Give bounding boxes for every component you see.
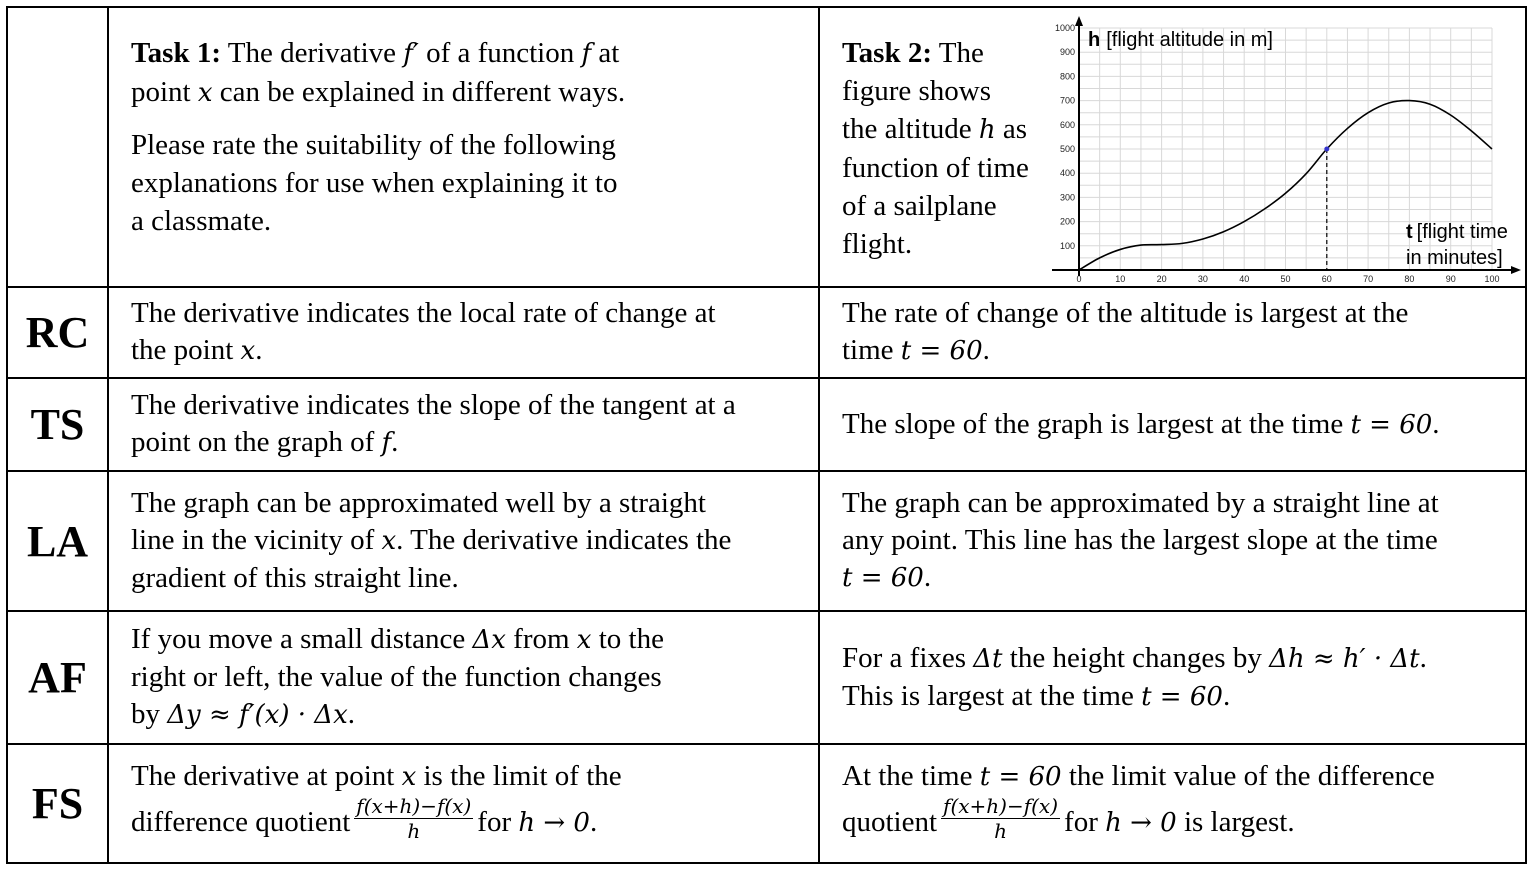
den: h: [994, 819, 1007, 843]
text: the altitude: [842, 113, 972, 145]
fs-task1-text: [109, 745, 818, 862]
text: is largest.: [1183, 806, 1295, 839]
x-axis-label-text: [flight time: [1416, 221, 1508, 243]
altitude-chart: [1042, 14, 1522, 284]
text: of a function: [426, 37, 575, 69]
text: The derivative indicates the local rate of change at: [131, 297, 716, 329]
y-axis-label-symbol: h: [1088, 29, 1101, 51]
text: at: [598, 37, 620, 69]
row-label-af: AF: [28, 653, 87, 702]
x-tick-label: 60: [1321, 274, 1332, 284]
row-label-la: LA: [26, 516, 89, 566]
y-tick-label: 600: [1059, 119, 1075, 130]
x-tick-label: 90: [1445, 274, 1456, 284]
fs-task2-text: [820, 745, 1525, 862]
text: difference quotient: [131, 806, 351, 839]
math: t = 60: [1350, 409, 1433, 440]
text: The rate of change of the altitude is largest at the: [842, 297, 1409, 329]
math: x: [240, 336, 256, 366]
y-tick-label: 100: [1059, 240, 1075, 251]
text: .: [923, 561, 932, 593]
text: The slope of the graph is largest at the time: [842, 407, 1344, 440]
y-axis-label-text: [flight altitude in m]: [1106, 29, 1273, 51]
text: .: [982, 334, 990, 366]
text: .: [1419, 641, 1427, 674]
text: for: [477, 806, 512, 839]
text: the height changes by: [1009, 641, 1262, 674]
text: figure shows: [842, 75, 992, 107]
math: t = 60: [842, 563, 924, 593]
task1-cell: [109, 34, 809, 284]
math: Δt: [973, 643, 1003, 674]
text: gradient of this straight line.: [131, 562, 459, 594]
y-tick-label: 200: [1059, 216, 1075, 227]
af-task2-text: [820, 612, 1525, 743]
text: The: [938, 37, 984, 69]
ts-task1-text: [109, 379, 818, 470]
text: for: [1064, 806, 1098, 839]
text: The derivative indicates the slope of the tangent at a: [131, 389, 736, 421]
text: .: [1222, 679, 1231, 712]
y-tick-label: 1000: [1054, 23, 1075, 33]
x-tick-label: 80: [1404, 274, 1415, 284]
task2-title: Task 2:: [842, 37, 933, 69]
task1-intro: [131, 34, 809, 112]
x-tick-label: 30: [1197, 274, 1208, 284]
text: The derivative: [227, 37, 397, 69]
x-axis-arrow: [1511, 266, 1521, 274]
y-tick-label: 800: [1059, 71, 1075, 82]
math: t = 60: [900, 336, 983, 366]
text: the limit value of the difference: [1068, 760, 1435, 792]
y-tick-label: 500: [1059, 144, 1075, 154]
math: x: [197, 78, 213, 108]
marked-point: [1324, 147, 1329, 152]
text: Please rate the suitability of the following: [131, 129, 616, 161]
text: to the: [598, 623, 664, 655]
text: as: [1002, 113, 1028, 145]
math: t = 60: [979, 762, 1062, 792]
text: . The derivative indicates the: [396, 524, 732, 556]
text: of a sailplane: [842, 190, 997, 222]
af-task1-text: [109, 612, 818, 743]
text: a classmate.: [131, 205, 272, 237]
text: any point. This line has the largest slope at the time: [842, 524, 1438, 556]
math: f′: [403, 39, 419, 69]
ts-task2-text: [820, 379, 1525, 470]
x-tick-label: 10: [1115, 274, 1126, 284]
x-tick-label: 50: [1280, 274, 1291, 284]
den: h: [407, 819, 421, 843]
math: x: [381, 526, 397, 556]
y-tick-label: 700: [1059, 95, 1075, 106]
text: point on the graph of: [131, 426, 375, 458]
num: f(x+h)−f(x): [943, 794, 1059, 818]
text: from: [513, 623, 570, 655]
task1-title: Task 1:: [131, 37, 222, 69]
explanations-table: [6, 6, 1527, 864]
text: point: [131, 76, 191, 108]
num: f(x+h)−f(x): [356, 794, 472, 818]
text: right or left, the value of the function changes: [131, 661, 662, 693]
math: f: [581, 39, 592, 69]
task2-cell: [820, 34, 1040, 284]
x-tick-label: 70: [1363, 274, 1374, 284]
text: This is largest at the time: [842, 679, 1134, 712]
y-tick-label: 300: [1059, 192, 1075, 203]
text: line in the vicinity of: [131, 524, 375, 556]
text: by: [131, 698, 160, 730]
y-axis-arrow: [1075, 16, 1083, 26]
text: .: [255, 334, 263, 366]
y-axis-label: [1088, 29, 1273, 51]
text: flight.: [842, 228, 913, 260]
text: The graph can be approximated well by a straight: [131, 487, 706, 519]
math: Δy ≈ f′(x) · Δx: [167, 700, 348, 730]
text: If you move a small distance: [131, 623, 466, 655]
x-tick-label: 0: [1076, 274, 1082, 284]
math: h: [978, 115, 996, 145]
text: The derivative at point: [131, 760, 395, 792]
text: time: [842, 334, 894, 366]
la-task1-text: [109, 472, 818, 610]
text: At the time: [842, 760, 973, 792]
rc-task1-text: [109, 288, 818, 377]
math: f: [381, 428, 392, 458]
math: x: [401, 762, 417, 792]
x-tick-label: 40: [1239, 274, 1250, 284]
text: function of time: [842, 152, 1029, 184]
math: Δx: [472, 625, 506, 655]
text: The graph can be approximated by a straight line at: [842, 487, 1439, 519]
rc-task2-text: [820, 288, 1525, 377]
x-tick-label: 100: [1484, 274, 1500, 284]
text: .: [391, 426, 399, 458]
difference-quotient-fraction: [354, 794, 473, 843]
x-axis-label-line1: [1406, 221, 1508, 243]
la-task2-text: [820, 472, 1525, 610]
row-label-rc: RC: [25, 308, 90, 357]
y-tick-label: 900: [1059, 47, 1075, 58]
text: For a fixes: [842, 641, 967, 674]
text: can be explained in different ways.: [219, 76, 626, 108]
math: t = 60: [1141, 681, 1223, 712]
text: quotient: [842, 806, 938, 839]
row-label-fs: FS: [31, 779, 84, 828]
x-tick-label: 20: [1156, 274, 1167, 284]
text: is the limit of the: [423, 760, 622, 792]
x-axis-label-symbol: t: [1406, 221, 1413, 243]
text: the point: [131, 334, 234, 366]
math: h → 0: [1105, 808, 1177, 839]
text: .: [1432, 407, 1440, 440]
text: explanations for use when explaining it to: [131, 167, 618, 199]
math: h → 0: [518, 808, 590, 839]
x-axis-label-line2: in minutes]: [1406, 247, 1503, 269]
task1-request: [131, 126, 809, 240]
math: x: [576, 625, 592, 655]
difference-quotient-fraction: [941, 794, 1060, 843]
text: .: [347, 698, 355, 730]
math: Δh ≈ h′ · Δt: [1269, 643, 1420, 674]
y-tick-label: 400: [1059, 168, 1075, 179]
row-label-ts: TS: [30, 400, 85, 449]
text: .: [589, 806, 598, 839]
